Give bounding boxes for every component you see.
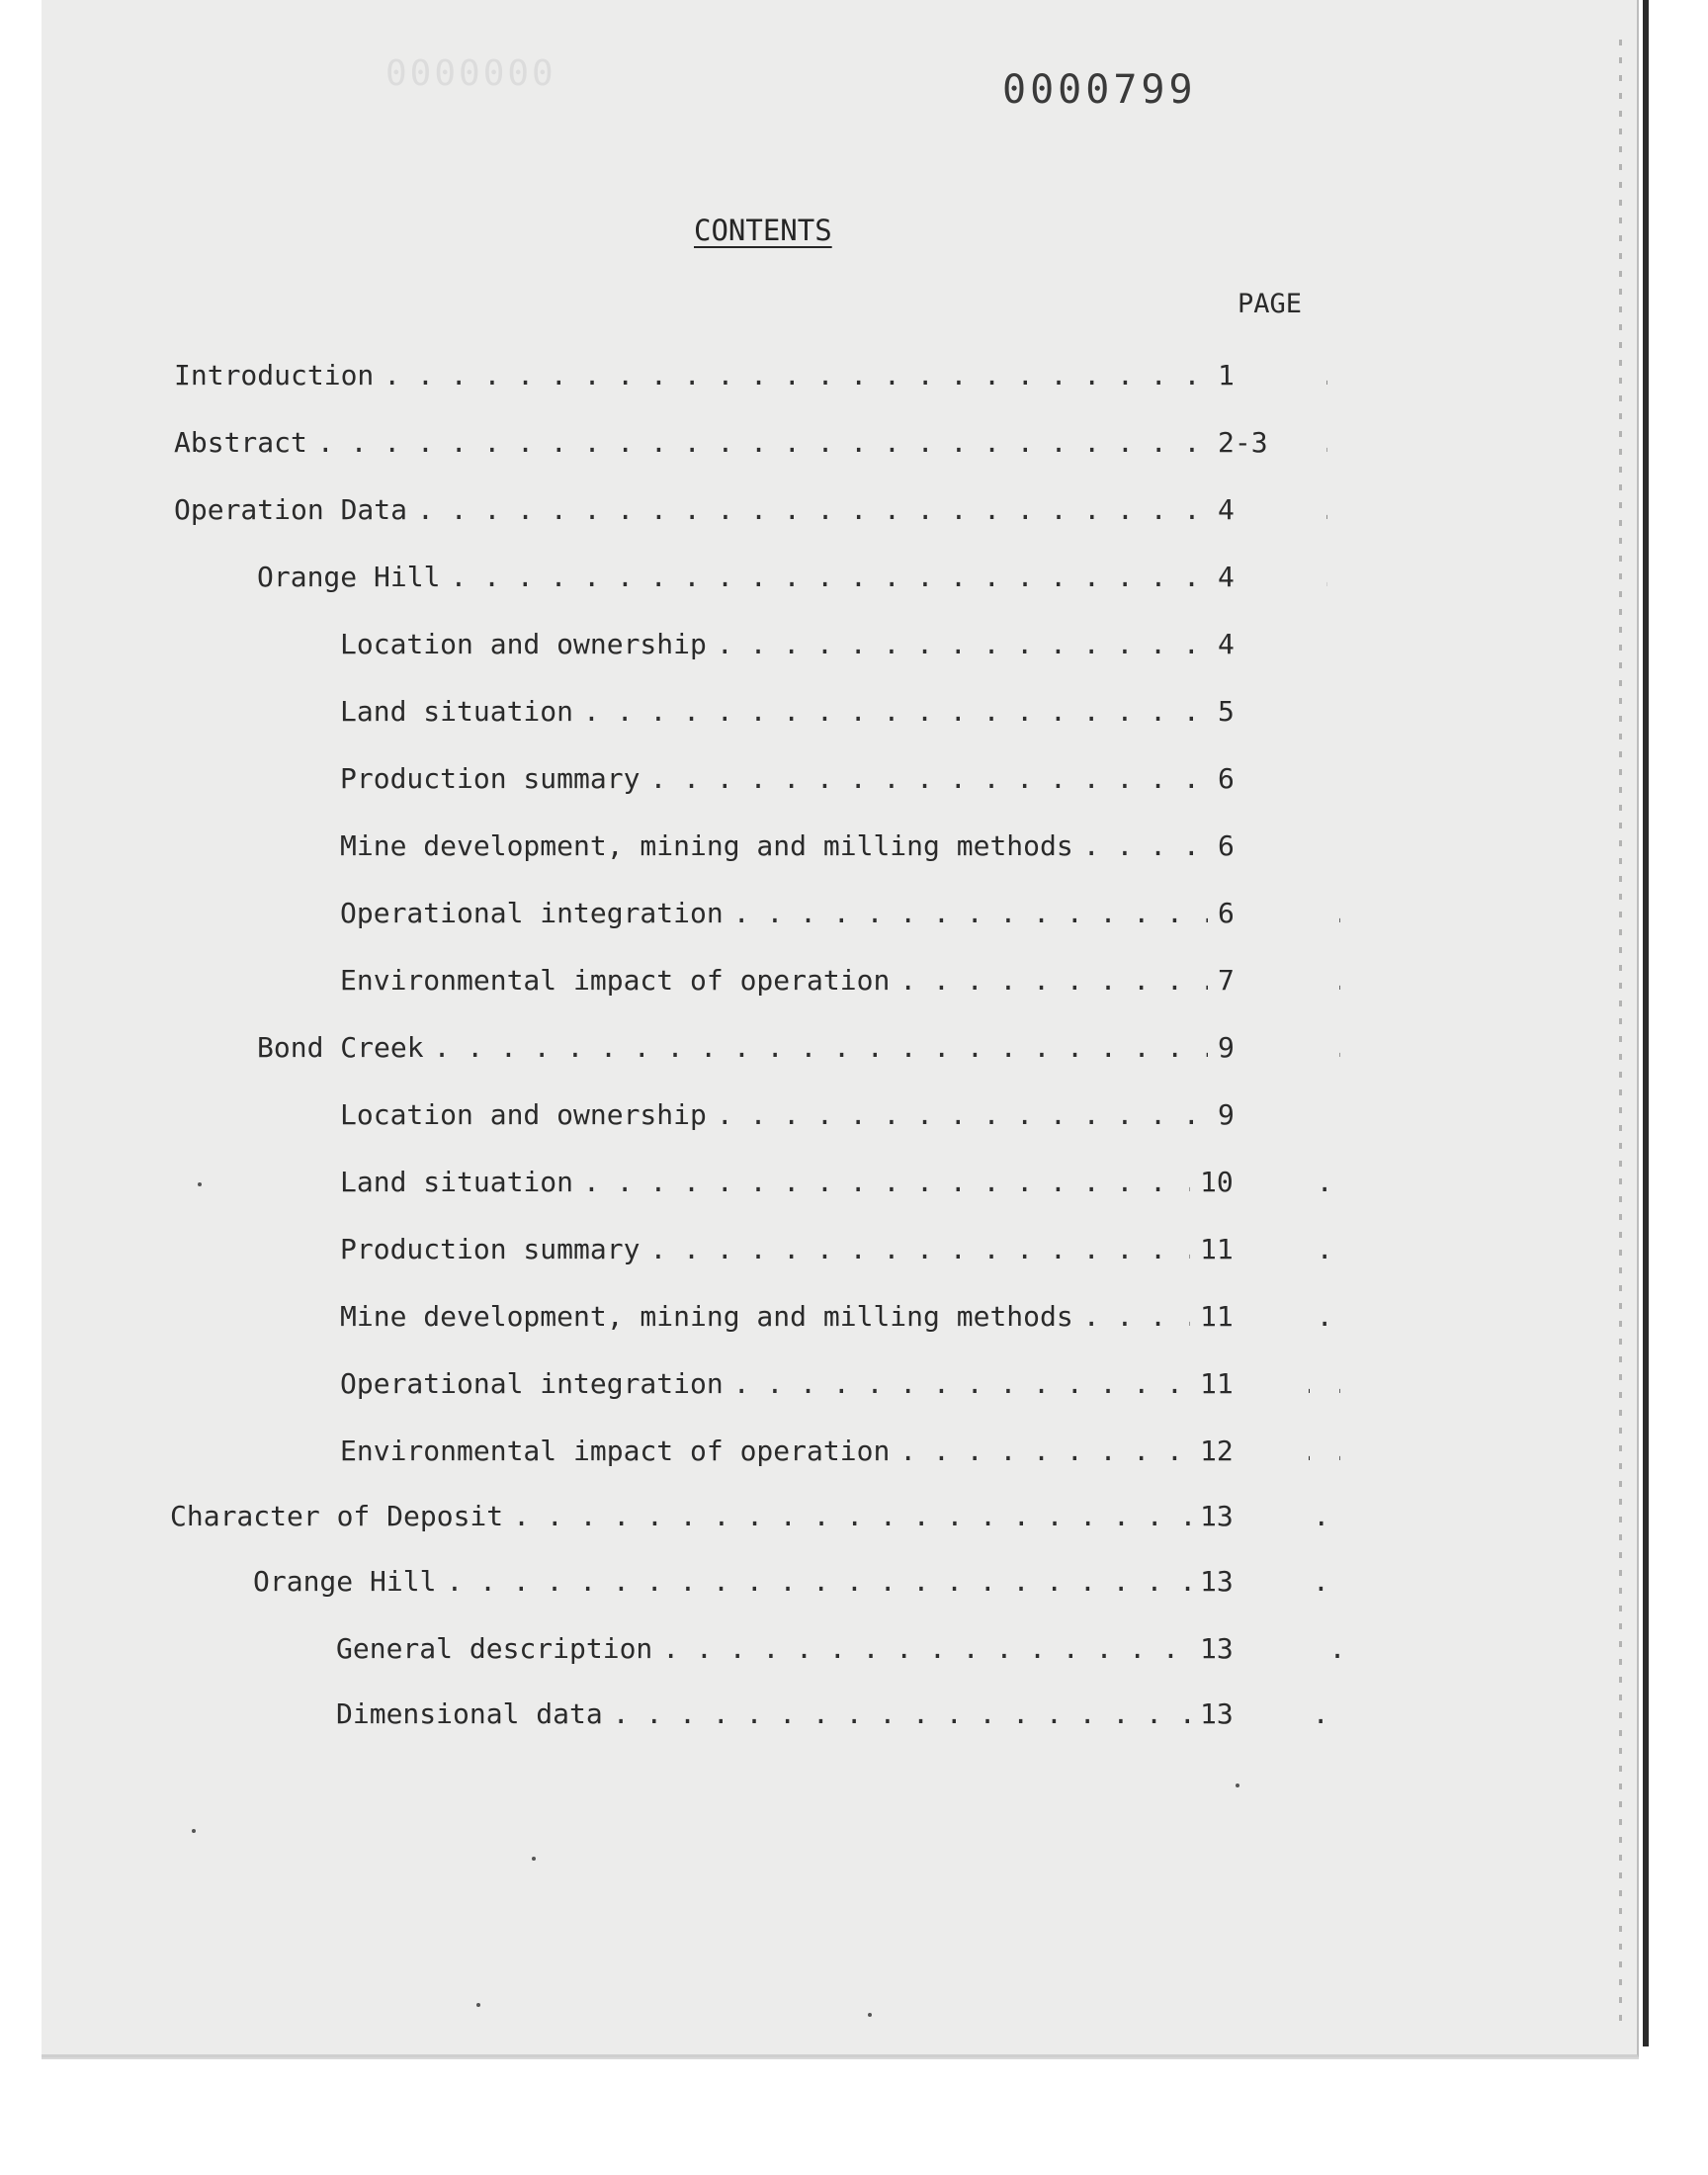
toc-entry-page: 10	[1190, 1163, 1309, 1202]
toc-entry-mine-development[interactable]	[340, 826, 1340, 866]
toc-entry-label: Orange Hill	[257, 561, 441, 593]
toc-entry-page: 9	[1208, 1028, 1326, 1068]
toc-entry-page: 13	[1190, 1562, 1309, 1602]
paper-speck	[868, 2013, 872, 2017]
toc-entry-page: 4	[1208, 558, 1326, 597]
paper-speck	[198, 1182, 202, 1186]
toc-entry-general-description[interactable]	[336, 1629, 1340, 1669]
toc-dot-leader	[417, 490, 1340, 530]
toc-entry-label: Introduction	[174, 359, 375, 392]
toc-entry-label: Character of Deposit	[170, 1500, 504, 1532]
toc-entry-label: Operation Data	[174, 493, 408, 526]
toc-entry-page: 13	[1190, 1695, 1309, 1734]
paper-speck	[1236, 1784, 1239, 1787]
toc-entry-page: 13	[1190, 1497, 1309, 1536]
toc-entry-page: 11	[1190, 1297, 1309, 1337]
toc-entry-label: Environmental impact of operation	[340, 1435, 891, 1467]
toc-entry-label: Mine development, mining and milling methods	[340, 829, 1073, 862]
toc-entry-label: Operational integration	[340, 897, 724, 929]
toc-entry-location-ownership[interactable]	[340, 1095, 1340, 1135]
toc-entry-page: 6	[1208, 826, 1326, 866]
toc-entry-page: 9	[1208, 1095, 1326, 1135]
toc-entry-production-summary[interactable]	[340, 759, 1340, 799]
toc-entry-operational-integration[interactable]	[340, 1364, 1340, 1404]
toc-entry-page: 6	[1208, 759, 1326, 799]
toc-entry-label: Location and ownership	[340, 628, 707, 660]
toc-entry-land-situation[interactable]	[340, 692, 1340, 732]
page-edge-shadow	[1643, 0, 1649, 2046]
toc-entry-page: 6	[1208, 894, 1326, 933]
toc-entry-label: Production summary	[340, 762, 640, 795]
toc-dot-leader	[317, 423, 1340, 463]
toc-entry-label: Land situation	[340, 695, 574, 728]
toc-entry-label: Mine development, mining and milling methods	[340, 1300, 1073, 1333]
toc-entry-orange-hill[interactable]	[253, 1562, 1340, 1602]
toc-dot-leader	[434, 1028, 1340, 1068]
toc-dot-leader	[450, 558, 1340, 597]
toc-entry-orange-hill[interactable]	[257, 558, 1340, 597]
toc-entry-page: 4	[1208, 625, 1326, 664]
toc-entry-operational-integration[interactable]	[340, 894, 1340, 933]
toc-entry-land-situation[interactable]	[340, 1163, 1340, 1202]
page-column-header: PAGE	[1238, 289, 1303, 319]
toc-entry-label: Land situation	[340, 1166, 574, 1198]
toc-entry-page: 7	[1208, 961, 1326, 1000]
toc-entry-introduction[interactable]	[174, 356, 1340, 395]
toc-entry-label: Operational integration	[340, 1367, 724, 1400]
toc-entry-page: 13	[1190, 1629, 1309, 1669]
toc-entry-page: 4	[1208, 490, 1326, 530]
toc-entry-label: Orange Hill	[253, 1565, 437, 1598]
paper-speck	[192, 1829, 196, 1833]
document-stamp-number: 0000799	[1002, 67, 1197, 113]
toc-entry-label: Abstract	[174, 426, 307, 459]
toc-entry-environmental-impact[interactable]	[340, 1432, 1340, 1471]
toc-entry-page: 12	[1190, 1432, 1309, 1471]
toc-entry-label: Location and ownership	[340, 1098, 707, 1131]
toc-entry-production-summary[interactable]	[340, 1230, 1340, 1269]
toc-entry-page: 2-3	[1208, 423, 1326, 463]
paper-speck	[476, 2003, 480, 2007]
toc-entry-page: 1	[1208, 356, 1326, 395]
table-of-contents	[42, 0, 1637, 2054]
toc-entry-bond-creek[interactable]	[257, 1028, 1340, 1068]
toc-entry-page: 11	[1190, 1364, 1309, 1404]
toc-entry-character-of-deposit[interactable]	[170, 1497, 1340, 1536]
toc-entry-abstract[interactable]	[174, 423, 1340, 463]
toc-entry-page: 11	[1190, 1230, 1309, 1269]
toc-entry-label: General description	[336, 1632, 653, 1665]
toc-entry-page: 5	[1208, 692, 1326, 732]
toc-entry-label: Bond Creek	[257, 1031, 424, 1064]
toc-entry-label: Production summary	[340, 1233, 640, 1265]
toc-entry-operation-data[interactable]	[174, 490, 1340, 530]
toc-entry-label: Environmental impact of operation	[340, 964, 891, 997]
toc-dot-leader	[384, 356, 1340, 395]
paper-speck	[532, 1857, 536, 1861]
toc-entry-mine-development[interactable]	[340, 1297, 1340, 1337]
toc-entry-environmental-impact[interactable]	[340, 961, 1340, 1000]
document-page	[42, 0, 1639, 2057]
toc-entry-location-ownership[interactable]	[340, 625, 1340, 664]
toc-entry-dimensional-data[interactable]	[336, 1695, 1340, 1734]
ghost-stamp-number: 0000000	[385, 53, 556, 94]
page-title: CONTENTS	[694, 214, 832, 247]
toc-entry-label: Dimensional data	[336, 1697, 603, 1730]
